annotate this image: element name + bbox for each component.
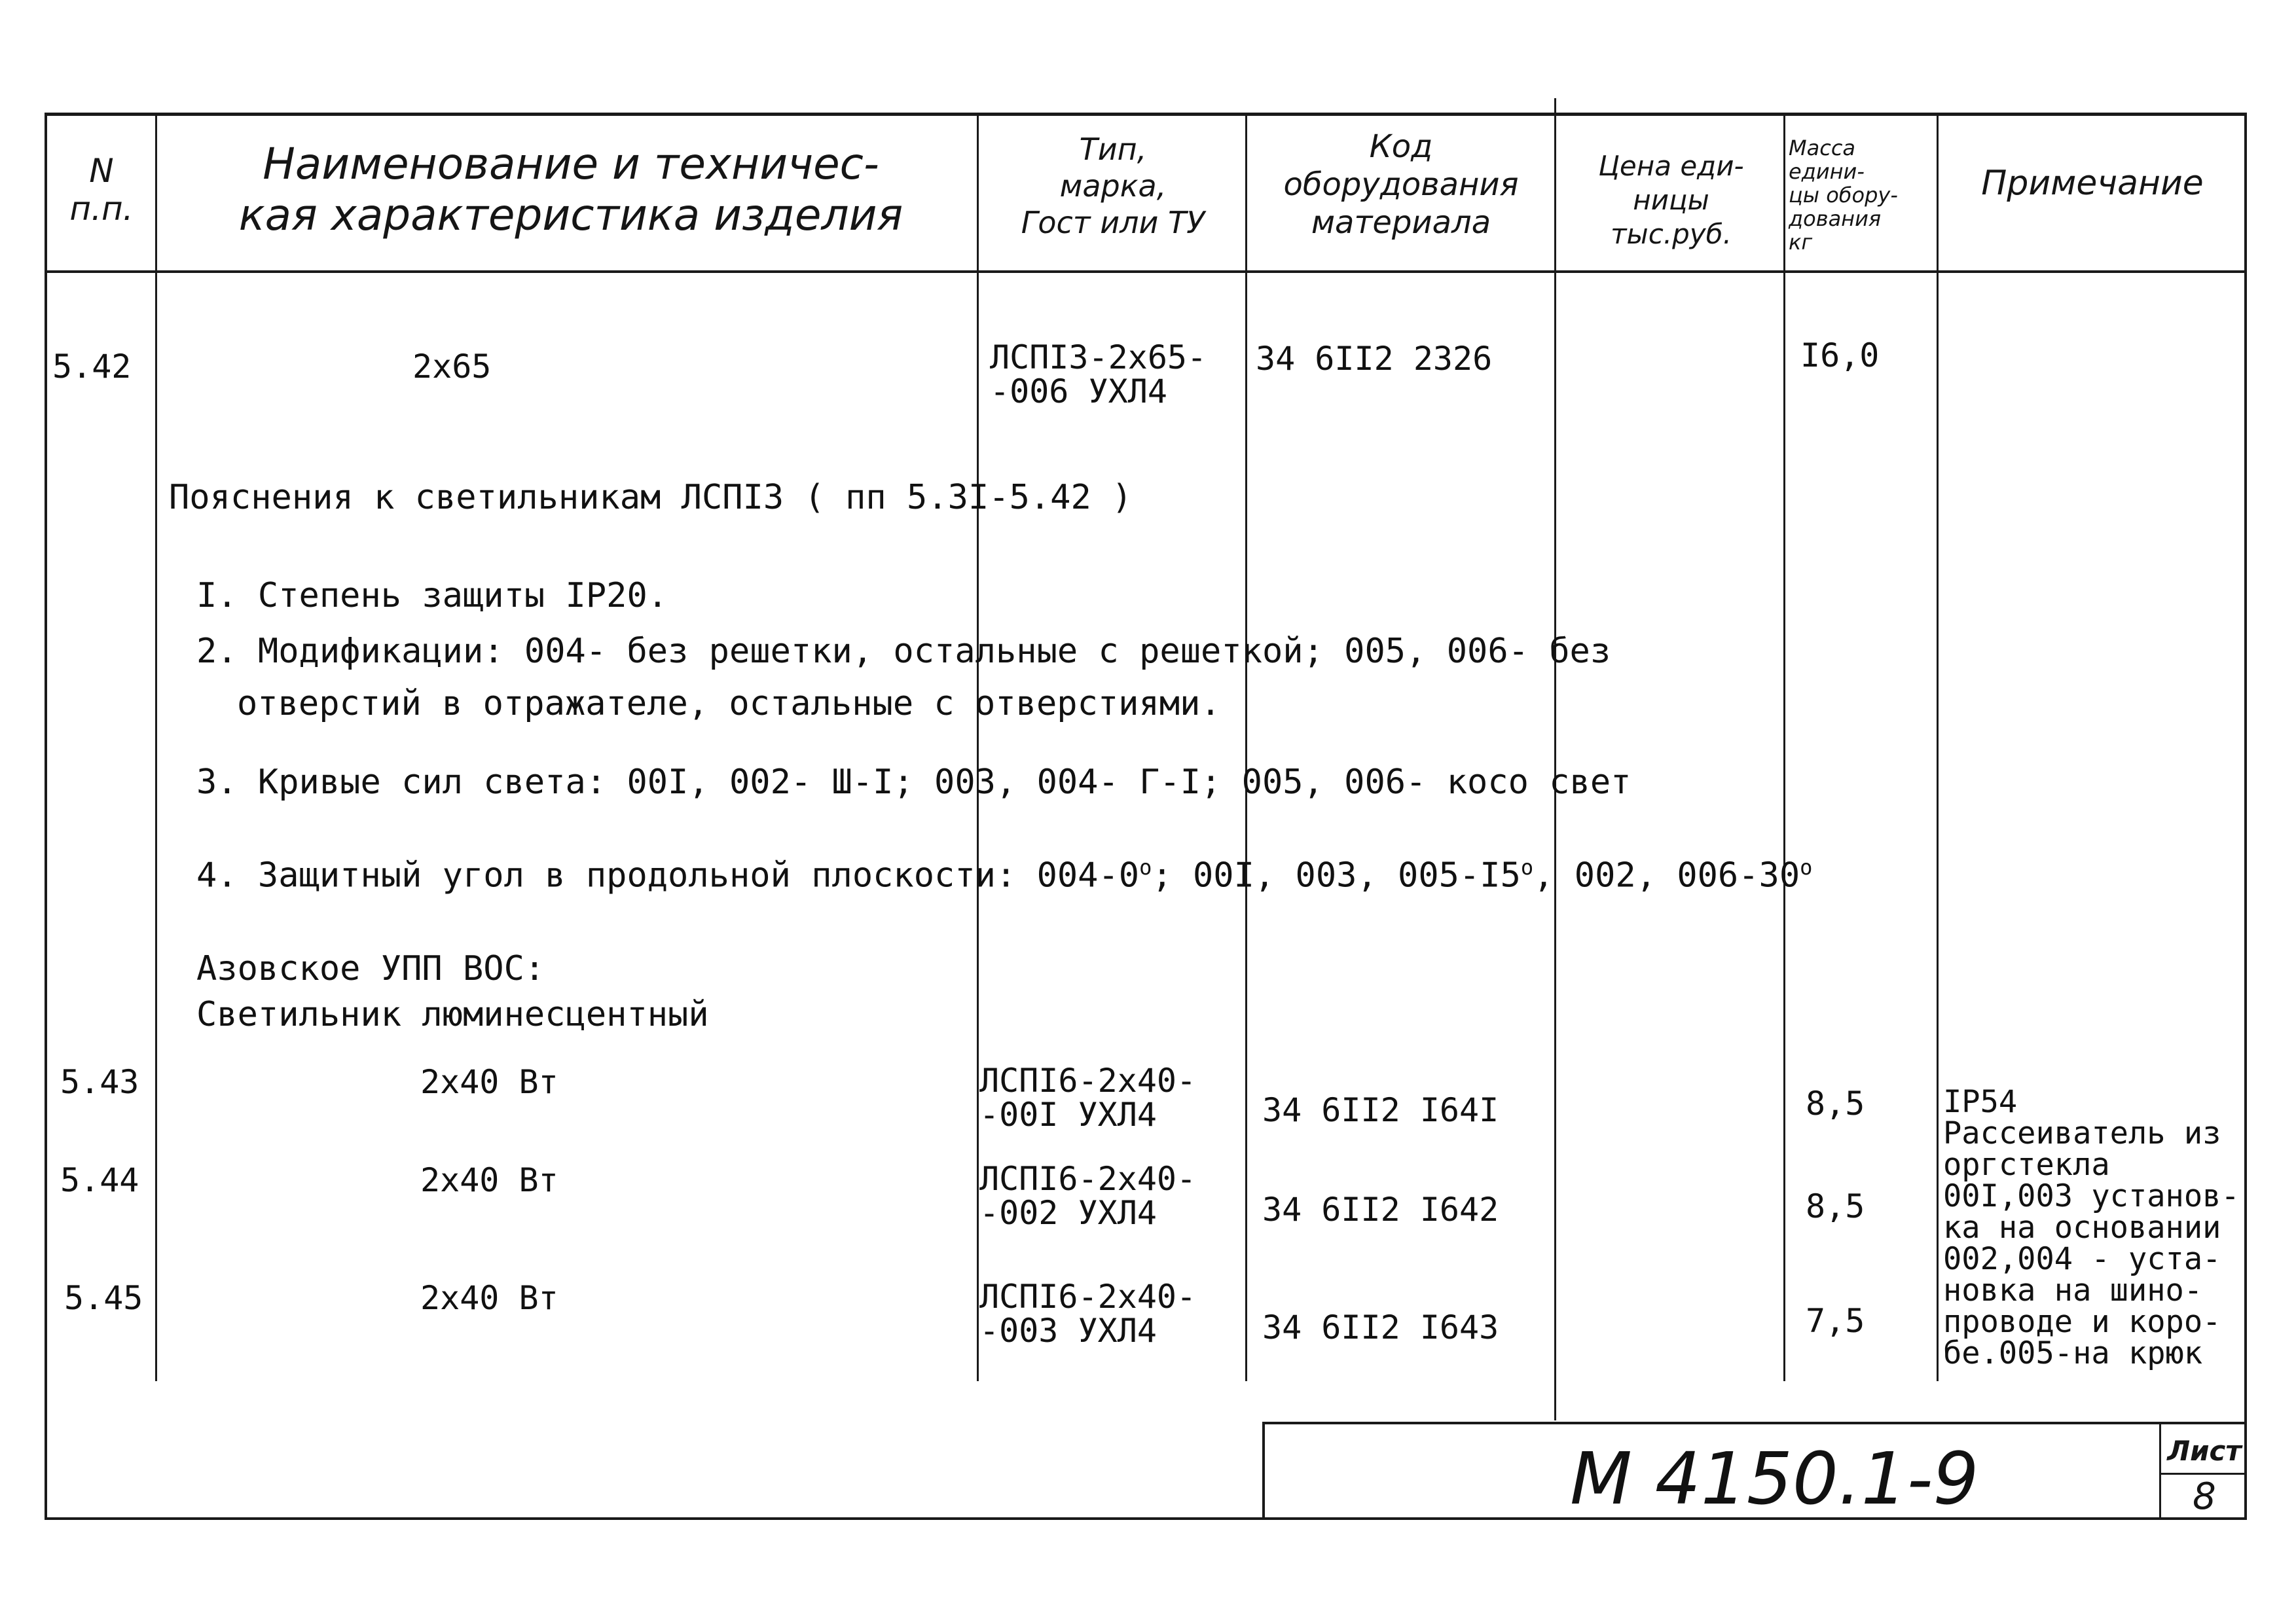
col-divider-5	[1783, 113, 1785, 1381]
sheet-label: Лист	[2167, 1435, 2242, 1467]
row-543-num: 5.43	[60, 1063, 139, 1101]
document-code: М 4150.1-9	[1570, 1437, 1979, 1521]
header-col-type: Тип, марка, Гост или ТУ	[1021, 132, 1205, 240]
degree-sign: о	[1520, 855, 1534, 880]
section-subtitle: Светильник люминесцентный	[196, 995, 709, 1034]
table-left-border	[45, 113, 47, 1519]
row-543-type: ЛСПI6-2х40- -00I УХЛ4	[979, 1062, 1197, 1134]
stamp-top-border	[1262, 1422, 2247, 1424]
row-544-type: ЛСПI6-2х40- -002 УХЛ4	[979, 1160, 1197, 1232]
row-542-num: 5.42	[52, 348, 132, 386]
sheet-number: 8	[2193, 1475, 2216, 1518]
row-544-mass: 8,5	[1806, 1187, 1865, 1225]
row-542-code: 34 6II2 2326	[1256, 340, 1493, 378]
stamp-left-border	[1262, 1422, 1265, 1520]
col-divider-2	[977, 113, 979, 1381]
table-top-border	[45, 113, 2246, 116]
header-bottom-border	[45, 270, 2246, 273]
stamp-sheet-left	[2159, 1422, 2161, 1520]
row-545-name: 2х40 Вт	[420, 1279, 558, 1317]
col-divider-1	[155, 113, 157, 1381]
section-title: Азовское УПП ВОС:	[196, 949, 545, 988]
remark-text: IP54 Рассеиватель из оргстекла 00I,003 установ- ка на основании 002,004 - уста- новка на шино- проводе и коро- бе.005-на крюк	[1943, 1084, 2240, 1371]
degree-sign: о	[1139, 855, 1152, 880]
note-2-line-2: отверстий в отражателе, остальные с отверстиями.	[237, 684, 1221, 723]
row-544-num: 5.44	[60, 1161, 139, 1199]
row-544-name: 2х40 Вт	[420, 1161, 558, 1199]
row-545-mass: 7,5	[1806, 1302, 1865, 1340]
note-4-mid: ; 00I, 003, 005-I5	[1152, 856, 1521, 895]
row-544-code: 34 6II2 I642	[1262, 1191, 1499, 1229]
row-543-code: 34 6II2 I64I	[1262, 1091, 1499, 1129]
note-4-text: 4. Защитный угол в продольной плоскости: 004-0	[196, 856, 1140, 895]
degree-sign: о	[1800, 855, 1813, 880]
row-542-type: ЛСПI3-2х65- -006 УХЛ4	[990, 338, 1207, 410]
col-divider-6	[1937, 113, 1939, 1381]
col-divider-4	[1554, 98, 1556, 1420]
row-543-mass: 8,5	[1806, 1085, 1865, 1123]
notes-heading: Пояснения к светильникам ЛСПI3 ( пп 5.3I-5.42 )	[169, 478, 1133, 517]
row-545-type: ЛСПI6-2х40- -003 УХЛ4	[979, 1278, 1197, 1350]
table-right-border	[2244, 113, 2247, 1519]
stamp-sheet-divider	[2159, 1473, 2247, 1475]
note-3: 3. Кривые сил света: 00I, 002- Ш-I; 003, 004- Г-I; 005, 006- косо свет	[196, 763, 1631, 802]
note-1: I. Степень защиты IP20.	[196, 576, 668, 615]
header-col-mass: Масса едини- цы обору- дования кг	[1789, 135, 1898, 255]
note-4-end: , 002, 006-30	[1533, 856, 1800, 895]
header-col-name: Наименование и техничес- кая характеристика изделия	[238, 139, 903, 240]
row-542-name: 2х65	[412, 348, 492, 386]
header-col-price: Цена еди- ницы тыс.руб.	[1598, 150, 1744, 250]
row-545-code: 34 6II2 I643	[1262, 1308, 1499, 1346]
row-543-name: 2х40 Вт	[420, 1063, 558, 1101]
row-542-mass: I6,0	[1800, 336, 1880, 374]
header-col-note: Примечание	[1981, 164, 2204, 203]
col-divider-3	[1245, 113, 1247, 1381]
header-col-num: N п.п.	[69, 152, 134, 228]
note-2-line-1: 2. Модификации: 004- без решетки, остальные с решеткой; 005, 006- без	[196, 632, 1611, 671]
row-545-num: 5.45	[64, 1279, 143, 1317]
note-4	[196, 848, 1812, 895]
header-col-code: Код оборудования материала	[1283, 128, 1519, 241]
